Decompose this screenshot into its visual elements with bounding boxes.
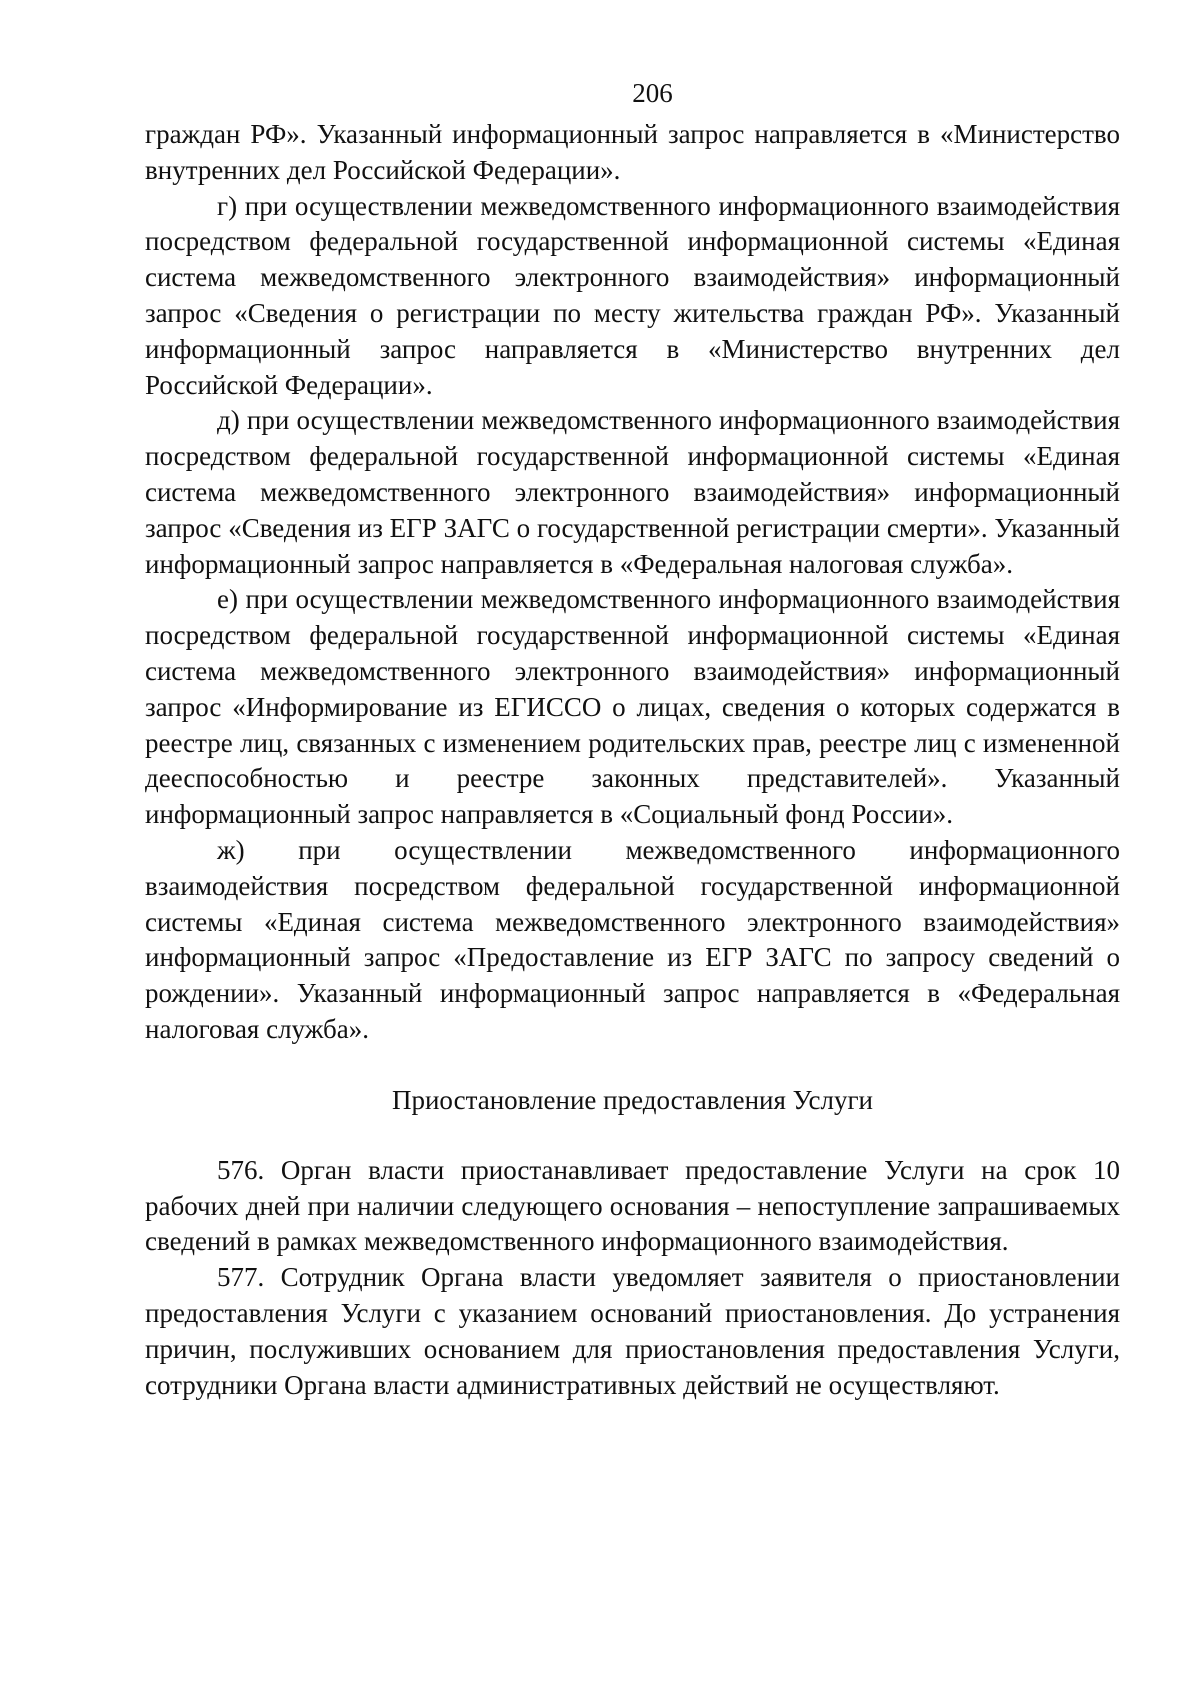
paragraph-continuation: граждан РФ». Указанный информационный запрос направляется в «Министерство внутренних дел Российской Федерации».	[145, 119, 1120, 185]
section-heading: Приостановление предоставления Услуги	[391, 1084, 873, 1115]
page-number: 206	[632, 78, 673, 108]
paragraph-577: 577. Сотрудник Органа власти уведомляет заявителя о приостановлении предоставления Услуги с указанием оснований приостановления. До устранения причин, послуживших основанием для приостановления предоставления Услуги, сотрудники Органа власти административных действий не осуществляют.	[145, 1262, 1120, 1400]
paragraph-item-e: е) при осуществлении межведомственного информационного взаимодействия посредством федеральной государственной информационной системы «Единая система межведомственного электронного взаимодействия» информационный запрос «Информирование из ЕГИССО о лицах, сведения о которых содержатся в реестре лиц, связанных с изменением родительских прав, реестре лиц с измененной дееспособностью и реестре законных представителей». Указанный информационный запрос направляется в «Социальный фонд России».	[145, 584, 1120, 830]
paragraph-item-g: г) при осуществлении межведомственного информационного взаимодействия посредством федеральной государственной информационной системы «Единая система межведомственного электронного взаимодействия» информационный запрос «Сведения о регистрации по месту жительства граждан РФ». Указанный информационный запрос направляется в «Министерство внутренних дел Российской Федерации».	[145, 190, 1120, 400]
paragraph-576: 576. Орган власти приостанавливает предоставление Услуги на срок 10 рабочих дней при наличии следующего основания – непоступление запрашиваемых сведений в рамках межведомственного информационного взаимодействия.	[145, 1154, 1120, 1257]
paragraph-item-d: д) при осуществлении межведомственного информационного взаимодействия посредством федеральной государственной информационной системы «Единая система межведомственного электронного взаимодействия» информационный запрос «Сведения из ЕГР ЗАГС о государственной регистрации смерти». Указанный информационный запрос направляется в «Федеральная налоговая служба».	[145, 405, 1120, 579]
paragraph-item-zh: ж) при осуществлении межведомственного информационного взаимодействия посредством федеральной государственной информационной системы «Единая система межведомственного электронного взаимодействия» информационный запрос «Предоставление из ЕГР ЗАГС по запросу сведений о рождении». Указанный информационный запрос направляется в «Федеральная налоговая служба».	[145, 834, 1120, 1044]
